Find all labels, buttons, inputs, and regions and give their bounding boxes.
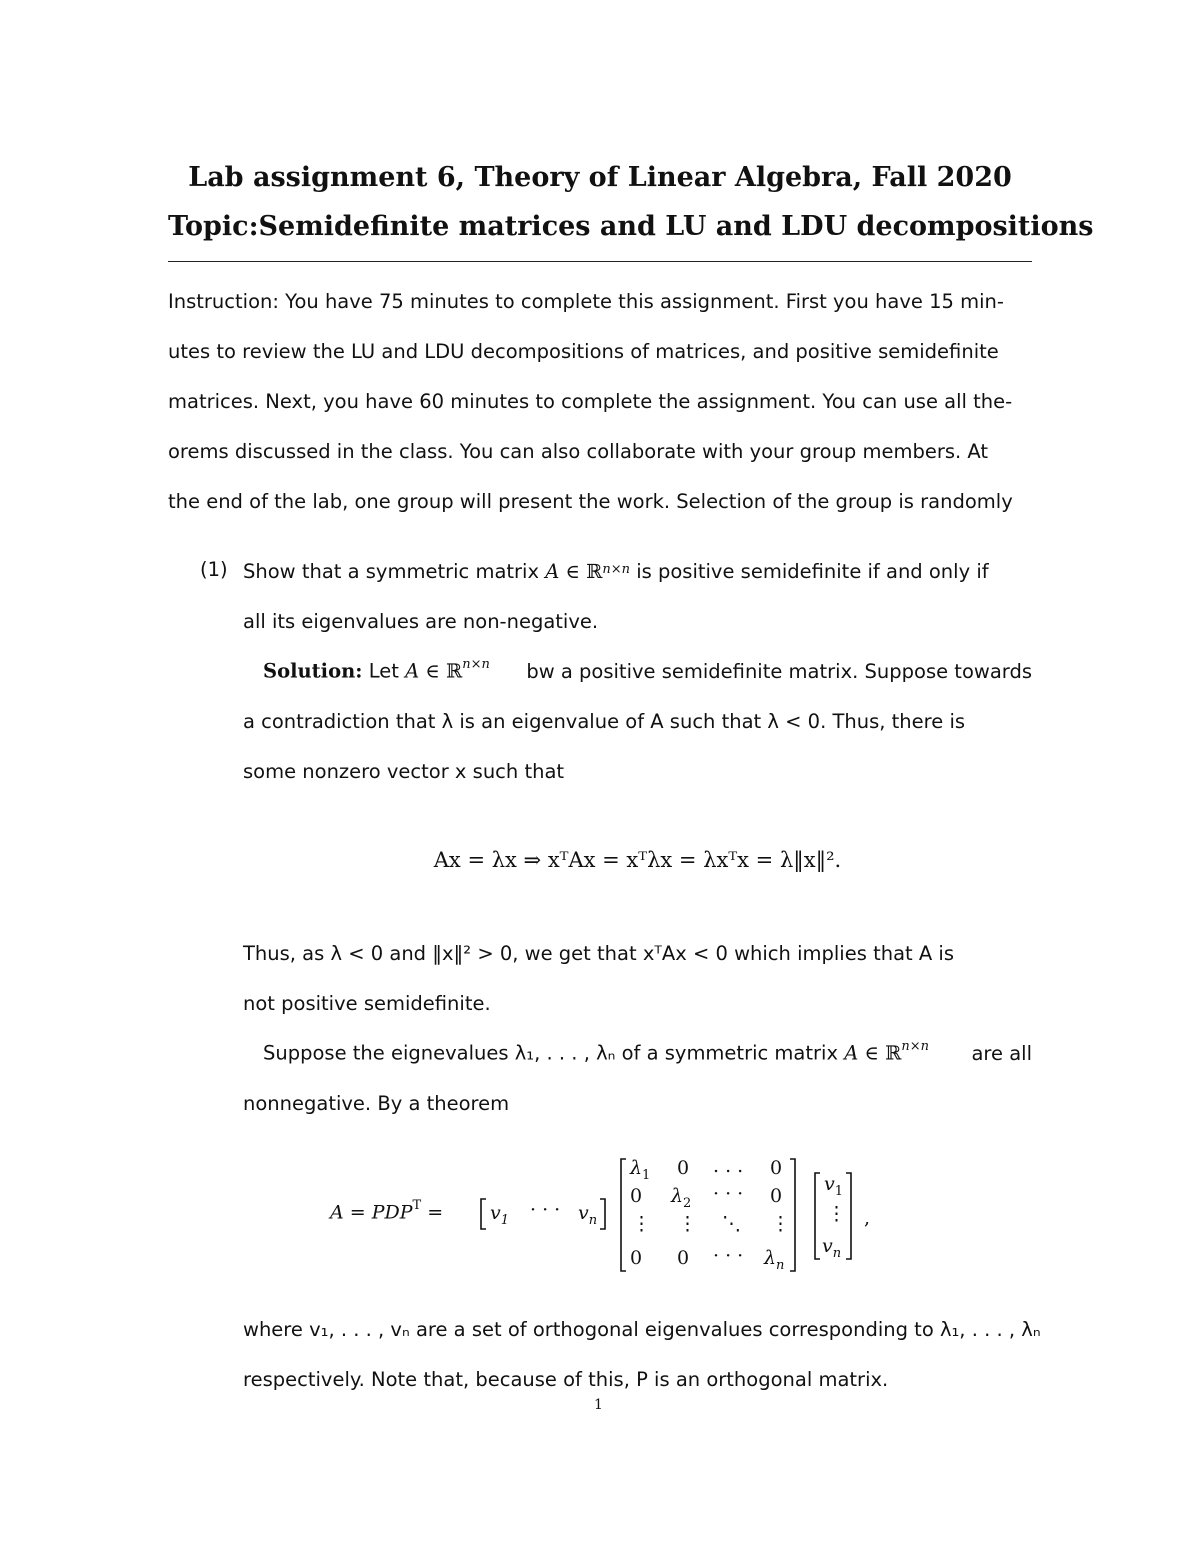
- col-v1: $v_1$: [824, 1173, 844, 1199]
- math-A-in-Rnxn: A: [545, 559, 560, 583]
- solution-text-b: bw a positive semidefinite matrix. Suppose towards: [526, 659, 1032, 683]
- solution-text-6b: are all: [971, 1041, 1032, 1065]
- d21: 0: [630, 1185, 643, 1207]
- solution-label: Solution:: [263, 659, 363, 683]
- d32: ⋮: [678, 1213, 697, 1235]
- diag-bracket-right: [788, 1157, 798, 1273]
- solution-text-6a: Suppose the eignevalues λ₁, . . . , λₙ of a symmetric matrix: [263, 1041, 838, 1065]
- solution-line-4: Thus, as λ < 0 and ‖x‖² > 0, we get that xᵀAx < 0 which implies that A is: [243, 941, 954, 965]
- d13: . . .: [713, 1155, 744, 1177]
- matrix-comma: ,: [864, 1207, 871, 1229]
- math-in-R-3: ∈ ℝ: [864, 1041, 902, 1065]
- solution-line-5: not positive semidefinite.: [243, 991, 491, 1015]
- problem-1-line-2: all its eigenvalues are non-negative.: [243, 609, 599, 633]
- d43: · · ·: [713, 1245, 744, 1267]
- col-vn: $v_n$: [822, 1235, 842, 1261]
- page-number: 1: [594, 1397, 603, 1413]
- math-nxn-3: n×n: [901, 1039, 929, 1055]
- col-bracket-left: [812, 1171, 822, 1261]
- math-in-R: ∈ ℝ: [425, 659, 463, 683]
- d14: 0: [770, 1157, 783, 1179]
- d41: 0: [630, 1247, 643, 1269]
- d11: $\lambda_1$: [630, 1157, 651, 1183]
- math-nxn-2: n×n: [462, 657, 490, 673]
- solution-line-6: [263, 1028, 1032, 1078]
- solution-line-2: a contradiction that λ is an eigenvalue of A such that λ < 0. Thus, there is: [243, 709, 966, 733]
- document-title: Lab assignment 6, Theory of Linear Algebra, Fall 2020: [188, 162, 1012, 193]
- instruction-line-4: orems discussed in the class. You can also collaborate with your group members. At: [168, 439, 989, 463]
- instruction-line-1: Instruction: You have 75 minutes to complete this assignment. First you have 15 min-: [168, 289, 1004, 313]
- math-A-3: A: [844, 1041, 859, 1065]
- matrix-vn: $v_n$: [578, 1202, 598, 1228]
- title-divider: [168, 261, 1032, 262]
- d34: ⋮: [771, 1213, 790, 1235]
- solution-line-3: some nonzero vector x such that: [243, 759, 565, 783]
- d42: 0: [677, 1247, 690, 1269]
- d24: 0: [770, 1185, 783, 1207]
- solution-line-1: [263, 646, 1032, 696]
- problem-1-line-1: [243, 546, 1032, 596]
- instruction-line-2: utes to review the LU and LDU decompositions of matrices, and positive semidefinite: [168, 339, 999, 363]
- document-topic: Topic:Semidefinite matrices and LU and LDU decompositions: [168, 211, 1094, 242]
- col-vdots: ⋮: [827, 1203, 846, 1225]
- solution-line-8: where v₁, . . . , vₙ are a set of orthogonal eigenvalues corresponding to λ₁, . . . , λₙ: [243, 1317, 1041, 1341]
- math-A: A: [405, 659, 420, 683]
- d23: · · ·: [713, 1183, 744, 1205]
- instruction-line-5: the end of the lab, one group will present the work. Selection of the group is randomly: [168, 489, 1013, 513]
- d33: ⋱: [722, 1213, 741, 1235]
- row-bracket-left: [478, 1197, 488, 1231]
- matrix-hdots: · · ·: [530, 1199, 561, 1221]
- solution-text-a: Let: [368, 659, 399, 683]
- problem-number: (1): [200, 558, 228, 581]
- diag-bracket-left: [618, 1157, 628, 1273]
- row-bracket-right: [598, 1197, 608, 1231]
- eigen-equation: Ax = λx ⇒ xᵀAx = xᵀλx = λxᵀx = λ‖x‖².: [433, 848, 842, 872]
- matrix-v1: $v_1$: [490, 1202, 510, 1228]
- problem-1-text-a: Show that a symmetric matrix: [243, 559, 540, 583]
- d22: $\lambda_2$: [671, 1185, 692, 1211]
- col-bracket-right: [844, 1171, 854, 1261]
- solution-line-7: nonnegative. By a theorem: [243, 1091, 510, 1115]
- math-nxn: n×n: [602, 561, 630, 577]
- instruction-line-3: matrices. Next, you have 60 minutes to complete the assignment. You can use all the-: [168, 389, 1013, 413]
- math-in-symbol: ∈ ℝ: [565, 559, 603, 583]
- problem-1-text-b: is positive semidefinite if and only if: [636, 559, 989, 583]
- spectral-decomposition: [330, 1155, 890, 1273]
- d31: ⋮: [632, 1213, 651, 1235]
- matrix-lhs: $A = PDP^T$ =: [330, 1198, 444, 1224]
- d44: $\lambda_n$: [764, 1247, 785, 1273]
- d12: 0: [677, 1157, 690, 1179]
- solution-line-9: respectively. Note that, because of this, P is an orthogonal matrix.: [243, 1367, 889, 1391]
